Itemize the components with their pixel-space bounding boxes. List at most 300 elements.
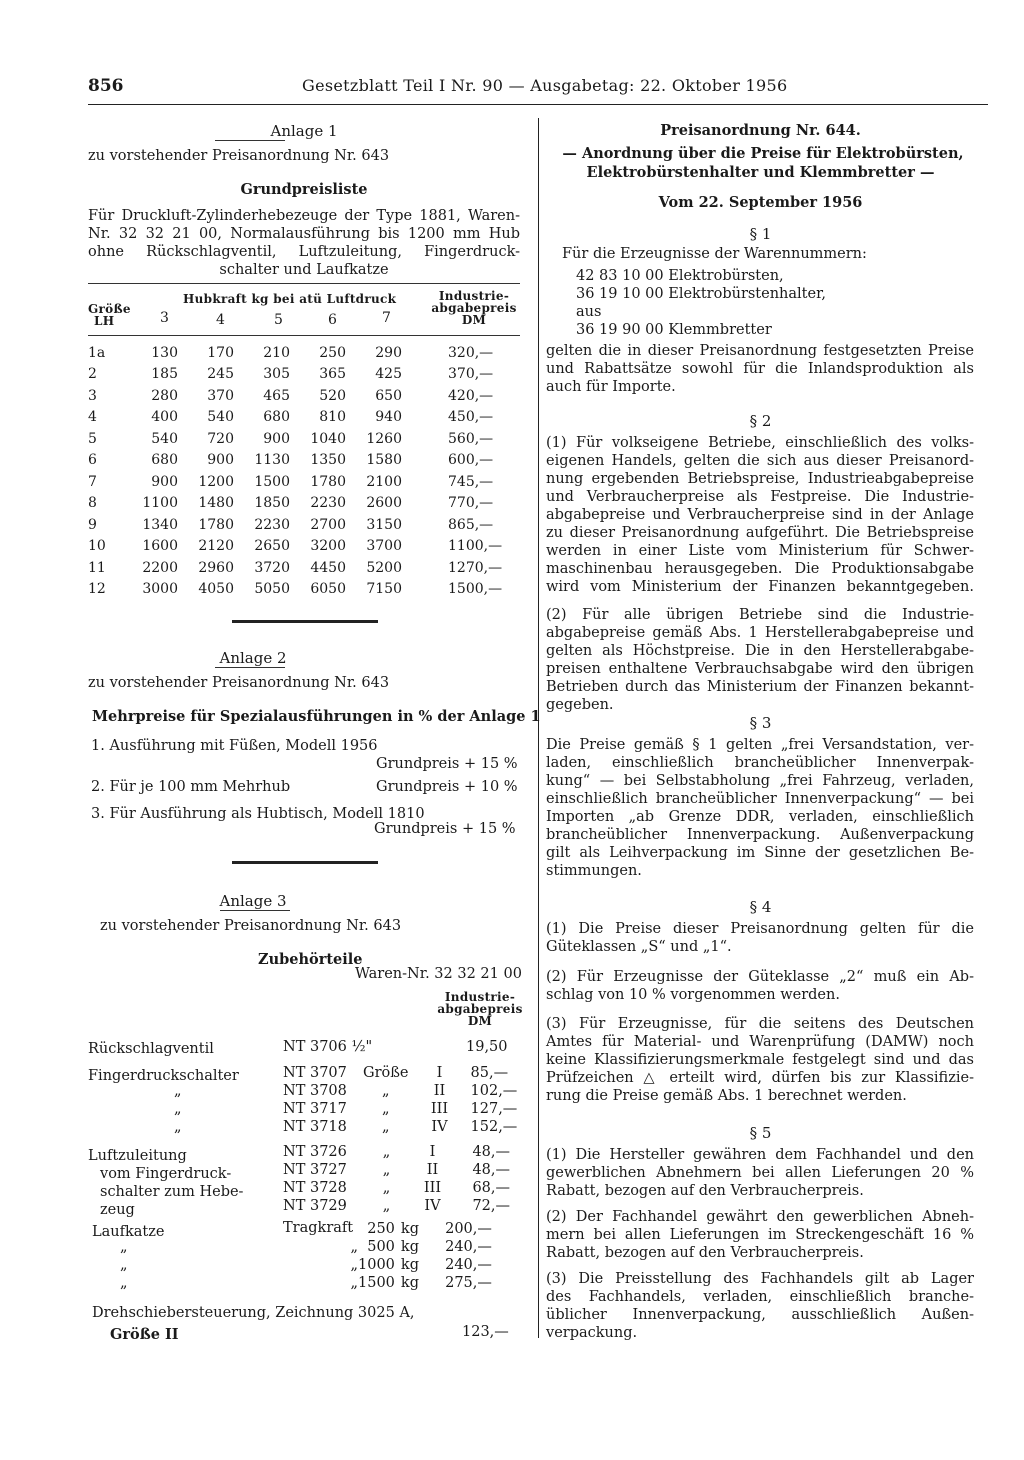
text-line: gelten als Höchstpreise. Die in den Herstellerabgabe- [546, 643, 974, 659]
table-row [88, 342, 520, 364]
anlage2-heading: Mehrpreise für Spezialausführungen in % der Anlage 1 [92, 708, 541, 725]
unit-cell: kg [400, 1221, 419, 1237]
text-line: rung die Preise gemäß Abs. 1 berechnet werden. [546, 1088, 907, 1104]
s4-p3 [546, 1015, 974, 1105]
s1-items [576, 267, 826, 339]
table-row [88, 557, 520, 579]
price-cell: 48,— [472, 1162, 510, 1178]
intro-line: schalter und Laufkatze [219, 262, 389, 278]
section-divider [232, 861, 378, 864]
anlage3-subtitle: zu vorstehender Preisanordnung Nr. 643 [100, 918, 402, 934]
right-title3: Elektrobürstenhalter und Klemmbretter — [586, 164, 935, 181]
page-header [88, 76, 788, 102]
hubkraft-cell: 250 [319, 344, 346, 361]
s2-heading: § 2 [749, 412, 772, 430]
nt-cell: NT 3707 [283, 1065, 347, 1081]
s1-item: aus [576, 304, 602, 320]
s1-text [546, 342, 974, 396]
hubkraft-cell: 1340 [142, 516, 178, 533]
ditto-mark: „ [174, 1101, 182, 1117]
size-cell: 4 [88, 409, 97, 426]
anlage2-item3-price: Grundpreis + 15 % [374, 821, 516, 837]
size-cell: 9 [88, 516, 97, 533]
s1-item: 42 83 10 00 Elektrobürsten, [576, 268, 784, 284]
anlage1-intro [88, 207, 520, 279]
text-line: Rabatt, bezogen auf den Verbraucherpreis. [546, 1245, 864, 1261]
anlage3-heading: Zubehörteile [258, 951, 363, 968]
price-cell: 600,— [448, 452, 494, 469]
text-line: (3) Die Preisstellung des Fachhandels gilt ab Lager [546, 1271, 974, 1287]
size-cell: IV [424, 1198, 441, 1214]
hubkraft-cell: 130 [151, 344, 178, 361]
nt-cell: NT 3708 [283, 1083, 347, 1099]
table-row [88, 428, 520, 450]
nt-cell: NT 3717 [283, 1101, 347, 1117]
hubkraft-cell: 540 [207, 409, 234, 426]
text-line: Die Preise gemäß § 1 gelten „frei Versandstation, ver- [546, 737, 974, 753]
luft-name-line: vom Fingerdruck- [100, 1166, 232, 1182]
unit-cell: kg [400, 1257, 419, 1273]
laufkatze-table [120, 1220, 492, 1292]
col-price-line: Industrie- [444, 990, 516, 1004]
price-table-header [88, 290, 520, 332]
text-line: verpackung. [546, 1325, 638, 1341]
hubkraft-cell: 1350 [310, 452, 346, 469]
anlage2-title-underline [215, 667, 285, 668]
intro-line: ohne Rückschlagventil, Luftzuleitung, Fingerdruck- [88, 244, 520, 260]
text-line: mern bei allen Lieferungen im Streckengeschäft 16 % [546, 1227, 974, 1243]
hubkraft-cell: 940 [375, 409, 402, 426]
pressure-6: 6 [328, 312, 337, 328]
anlage3-waren-nr: Waren-Nr. 32 32 21 00 [355, 966, 522, 982]
anlage2-item1-price: Grundpreis + 15 % [376, 756, 518, 772]
ditto-cell: „ [382, 1180, 391, 1196]
text-line: (2) Für alle übrigen Betriebe sind die Industrie- [546, 607, 974, 623]
size-cell: 7 [88, 473, 97, 490]
hubkraft-cell: 280 [151, 387, 178, 404]
hubkraft-cell: 305 [263, 366, 290, 383]
hubkraft-cell: 680 [151, 452, 178, 469]
s5-p3 [546, 1270, 974, 1342]
right-date: Vom 22. September 1956 [658, 194, 863, 211]
size-cell: 1a [88, 344, 106, 361]
hubkraft-cell: 5050 [254, 581, 290, 598]
size-cell: II [433, 1083, 446, 1099]
col-price-line: DM [461, 313, 487, 327]
nt-cell: NT 3728 [283, 1180, 347, 1196]
intro-line: Für Druckluft-Zylinderhebezeuge der Type 1881, Waren- [88, 208, 520, 224]
hubkraft-cell: 540 [151, 430, 178, 447]
hubkraft-cell: 5200 [366, 559, 402, 576]
hubkraft-cell: 170 [207, 344, 234, 361]
col-price-line: Industrie- [438, 289, 510, 303]
hubkraft-cell: 1130 [254, 452, 290, 469]
anlage2-item3: 3. Für Ausführung als Hubtisch, Modell 1810 [91, 806, 425, 822]
anlage2-item2-price: Grundpreis + 10 % [376, 779, 518, 795]
table-row [150, 1100, 517, 1118]
price-cell: 275,— [445, 1275, 492, 1291]
hubkraft-cell: 1600 [142, 538, 178, 555]
text-line: schlag von 10 % vorgenommen werden. [546, 987, 840, 1003]
text-line: Güteklassen „S“ und „1“. [546, 939, 732, 955]
pressure-7: 7 [382, 310, 391, 326]
price-cell: 745,— [448, 473, 494, 490]
size-cell: 3 [88, 387, 97, 404]
s1-lead: Für die Erzeugnisse der Warennummern: [562, 246, 867, 262]
hubkraft-cell: 465 [263, 387, 290, 404]
s1-item: 36 19 90 00 Klemmbretter [576, 322, 772, 338]
section-divider [232, 620, 378, 623]
ditto-cell: „ [350, 1239, 358, 1255]
right-title2: — Anordnung über die Preise für Elektrobürsten, [562, 145, 964, 162]
text-line: stimmungen. [546, 863, 642, 879]
col-groesse: Größe [88, 302, 131, 316]
hubkraft-cell: 900 [151, 473, 178, 490]
luft-table [283, 1143, 510, 1215]
price-cell: 102,— [470, 1083, 518, 1099]
size-cell: 12 [88, 581, 106, 598]
price-cell: 320,— [448, 344, 494, 361]
price-cell: 240,— [445, 1239, 492, 1255]
table-row [88, 407, 520, 429]
table-row [88, 579, 520, 601]
s3-heading: § 3 [749, 714, 772, 732]
table-row [88, 536, 520, 558]
price-cell: 770,— [448, 495, 494, 512]
text-line: (1) Die Preise dieser Preisanordnung gelten für die [546, 921, 974, 937]
text-line: abgabepreise und Verbraucherpreise sind in der Anlage [546, 507, 974, 523]
price-cell: 1500,— [448, 581, 503, 598]
dreh-line1: Drehschiebersteuerung, Zeichnung 3025 A, [92, 1305, 415, 1321]
ditto-cell: „ [350, 1257, 358, 1273]
unit-cell: kg [400, 1275, 419, 1291]
s5-p2 [546, 1208, 974, 1262]
col-price-line: abgabepreis [431, 301, 517, 315]
price-cell: 48,— [472, 1144, 510, 1160]
anlage3-title-underline [220, 910, 290, 911]
table-row [150, 1064, 517, 1082]
price-table [88, 342, 520, 600]
size-cell: 8 [88, 495, 97, 512]
table-row [88, 514, 520, 536]
table-row [120, 1220, 492, 1238]
ditto-mark: „ [120, 1257, 128, 1273]
table-header-rule [88, 335, 520, 336]
ditto-mark: „ [120, 1275, 128, 1291]
table-row [88, 385, 520, 407]
ditto-cell: „ [382, 1144, 391, 1160]
hubkraft-cell: 900 [207, 452, 234, 469]
text-line: Betrieben durch das Ministerium der Finanzen bekannt- [546, 679, 974, 695]
anlage1-title-underline [215, 140, 285, 141]
text-line: Rabatt, bezogen auf den Verbraucherpreis. [546, 1183, 864, 1199]
hubkraft-cell: 2230 [310, 495, 346, 512]
groesse-cell: „ [382, 1119, 390, 1135]
hubkraft-cell: 810 [319, 409, 346, 426]
size-cell: IV [431, 1119, 448, 1135]
text-line: und Rabattsätze sowohl für die Inlandsproduktion als [546, 361, 974, 377]
price-cell: 240,— [445, 1257, 492, 1273]
text-line: gelten die in dieser Preisanordnung festgesetzten Preise [546, 343, 974, 359]
tragkraft-label: Tragkraft [283, 1220, 354, 1236]
nt-cell: NT 3727 [283, 1162, 347, 1178]
size-cell: 5 [88, 430, 97, 447]
table-row [283, 1197, 510, 1215]
hubkraft-cell: 3200 [310, 538, 346, 555]
text-line: laden, einschließlich brancheüblicher Innenverpak- [546, 755, 974, 771]
table-row [88, 450, 520, 472]
text-line: maschinenbau herausgegeben. Die Produktionsabgabe [546, 561, 974, 577]
load-cell: 1000 [358, 1257, 395, 1273]
text-line: (1) Die Hersteller gewähren dem Fachhandel und den [546, 1147, 974, 1163]
size-cell: I [436, 1065, 443, 1081]
s4-heading: § 4 [749, 898, 772, 916]
table-row [150, 1082, 517, 1100]
text-line: Amtes für Material- und Warenprüfung (DAMW) noch [546, 1034, 974, 1050]
hubkraft-cell: 2200 [142, 559, 178, 576]
text-line: Importen „ab Grenze DDR, verladen, einschließlich [546, 809, 974, 825]
s5-heading: § 5 [749, 1124, 772, 1142]
load-cell: 500 [367, 1239, 395, 1255]
text-line: Prüfzeichen △ erteilt wird, dürfen bis zur Klassifizie- [546, 1070, 974, 1086]
unit-cell: kg [400, 1239, 419, 1255]
hubkraft-cell: 2230 [254, 516, 290, 533]
s4-p1 [546, 920, 974, 956]
anlage2-item2: 2. Für je 100 mm Mehrhub [91, 779, 291, 795]
text-line: (1) Für volkseigene Betriebe, einschließlich des volks- [546, 435, 974, 451]
text-line: des Fachhandels, verladen, einschließlich branche- [546, 1289, 974, 1305]
hubkraft-cell: 245 [207, 366, 234, 383]
luft-name-line: Luftzuleitung [88, 1148, 187, 1164]
text-line: (2) Für Erzeugnisse der Güteklasse „2“ muß ein Ab- [546, 969, 974, 985]
hubkraft-cell: 4450 [310, 559, 346, 576]
nt-cell: NT 3729 [283, 1198, 347, 1214]
hubkraft-cell: 2120 [198, 538, 234, 555]
ditto-cell [313, 1220, 358, 1238]
size-cell: III [430, 1101, 449, 1117]
text-line: wird vom Ministerium der Finanzen bekanntgegeben. [546, 579, 974, 595]
anlage3-title: Anlage 3 [219, 892, 287, 910]
table-row [120, 1274, 492, 1292]
zubehoer-rueckschlag-price: 19,50 [466, 1039, 508, 1055]
ditto-cell: „ [350, 1275, 358, 1291]
size-cell: I [429, 1144, 436, 1160]
s2-p2 [546, 606, 974, 714]
hubkraft-cell: 185 [151, 366, 178, 383]
hubkraft-cell: 370 [207, 387, 234, 404]
table-row [88, 493, 520, 515]
hubkraft-cell: 365 [319, 366, 346, 383]
table-row [88, 364, 520, 386]
hubkraft-cell: 1580 [366, 452, 402, 469]
text-line: (2) Der Fachhandel gewährt den gewerblichen Abneh- [546, 1209, 974, 1225]
size-cell: 2 [88, 366, 97, 383]
table-row [283, 1161, 510, 1179]
nt-cell: NT 3726 [283, 1144, 347, 1160]
zubehoer-rueckschlag-nt: NT 3706 ½" [283, 1039, 373, 1055]
price-cell: 85,— [470, 1065, 509, 1081]
table-row [120, 1256, 492, 1274]
hubkraft-cell: 520 [319, 387, 346, 404]
right-title1: Preisanordnung Nr. 644. [660, 122, 861, 139]
anlage1-title: Anlage 1 [270, 122, 338, 140]
table-row [150, 1118, 517, 1136]
hubkraft-cell: 2650 [254, 538, 290, 555]
intro-line: Nr. 32 32 21 00, Normalausführung bis 1200 mm Hub [88, 226, 520, 242]
hubkraft-cell: 900 [263, 430, 290, 447]
hubkraft-cell: 1100 [142, 495, 178, 512]
text-line: preisen enthaltene Verbrauchsabgabe wird den übrigen [546, 661, 974, 677]
zubehoer-luft-name [88, 1147, 243, 1219]
table-row [88, 471, 520, 493]
hubkraft-cell: 650 [375, 387, 402, 404]
page-number: 856 [88, 76, 124, 96]
hubkraft-cell: 1850 [254, 495, 290, 512]
hubkraft-cell: 680 [263, 409, 290, 426]
col-price-line: abgabepreis [437, 1002, 523, 1016]
size-cell: II [426, 1162, 439, 1178]
hubkraft-cell: 2100 [366, 473, 402, 490]
dreh-line2: Größe II [110, 1326, 179, 1343]
price-cell: 72,— [472, 1198, 510, 1214]
text-line: gilt als Leihverpackung im Sinne der gesetzlichen Be- [546, 845, 974, 861]
groesse-cell: „ [382, 1101, 390, 1117]
price-cell: 152,— [470, 1119, 518, 1135]
hubkraft-cell: 3720 [254, 559, 290, 576]
text-line: abgabepreise gemäß Abs. 1 Herstellerabgabepreise und [546, 625, 974, 641]
price-cell: 865,— [448, 516, 494, 533]
col-price-line: DM [467, 1014, 493, 1028]
table-row [283, 1179, 510, 1197]
price-cell: 560,— [448, 430, 494, 447]
ditto-cell: „ [382, 1198, 391, 1214]
s1-item: 36 19 10 00 Elektrobürstenhalter, [576, 286, 827, 302]
hubkraft-cell: 720 [207, 430, 234, 447]
pressure-5: 5 [274, 312, 283, 328]
table-top-rule [88, 283, 520, 284]
ditto-mark: „ [120, 1239, 128, 1255]
column-divider [538, 118, 539, 1338]
pressure-3: 3 [160, 310, 169, 326]
size-cell: 6 [88, 452, 97, 469]
table-row [120, 1238, 492, 1256]
hubkraft-cell: 7150 [366, 581, 402, 598]
text-line: eigenen Handels, gelten die sich aus dieser Preisanord- [546, 453, 974, 469]
col-lh: LH [94, 314, 115, 328]
size-cell: III [423, 1180, 442, 1196]
s1-heading: § 1 [749, 225, 772, 243]
hubkraft-cell: 1040 [310, 430, 346, 447]
price-cell: 370,— [448, 366, 494, 383]
price-cell: 127,— [470, 1101, 518, 1117]
anlage3-col-price [432, 991, 528, 1027]
text-line: werden in einer Liste vom Ministerium für Schwer- [546, 543, 974, 559]
s5-p1 [546, 1146, 974, 1200]
text-line: (3) Für Erzeugnisse, für die seitens des Deutschen [546, 1016, 974, 1032]
hubkraft-cell: 3700 [366, 538, 402, 555]
ditto-mark: „ [174, 1083, 182, 1099]
zubehoer-laufkatze-name: Laufkatze [92, 1224, 165, 1240]
luft-name-line: schalter zum Hebe- [100, 1184, 244, 1200]
anlage2-title: Anlage 2 [219, 649, 287, 667]
ditto-mark [150, 1064, 283, 1082]
text-line: einschließlich brancheüblicher Innenverpackung“ — bei [546, 791, 974, 807]
nt-cell: NT 3718 [283, 1119, 347, 1135]
col-hubkraft: Hubkraft kg bei atü Luftdruck [183, 292, 397, 306]
text-line: üblicher Innenverpackung, ausschließlich Außen- [546, 1307, 974, 1323]
hubkraft-cell: 3000 [142, 581, 178, 598]
price-cell: 1270,— [448, 559, 503, 576]
groesse-cell: Größe [363, 1065, 409, 1081]
hubkraft-cell: 2960 [198, 559, 234, 576]
hubkraft-cell: 290 [375, 344, 402, 361]
hubkraft-cell: 425 [375, 366, 402, 383]
luft-name-line: zeug [100, 1202, 135, 1218]
text-line: keine Klassifizierungsmerkmale festgelegt sind und das [546, 1052, 974, 1068]
hubkraft-cell: 6050 [310, 581, 346, 598]
groesse-cell: „ [382, 1083, 390, 1099]
text-line: und Verbraucherpreise als Festpreise. Die Industrie- [546, 489, 974, 505]
s4-p2 [546, 968, 974, 1004]
text-line: zu dieser Preisanordnung aufgeführt. Die Betriebspreise [546, 525, 974, 541]
ditto-mark [120, 1220, 313, 1238]
text-line: nung ergebenden Betriebspreise, Industrieabgabepreise [546, 471, 974, 487]
price-cell: 1100,— [448, 538, 503, 555]
text-line: gegeben. [546, 697, 614, 713]
hubkraft-cell: 1480 [198, 495, 234, 512]
anlage1-heading: Grundpreisliste [240, 181, 368, 198]
hubkraft-cell: 400 [151, 409, 178, 426]
zubehoer-finger-name: Fingerdruckschalter [88, 1068, 239, 1084]
dreh-price: 123,— [462, 1324, 509, 1340]
size-cell: 10 [88, 538, 106, 555]
header-divider [88, 104, 988, 105]
hubkraft-cell: 2700 [310, 516, 346, 533]
price-cell: 68,— [472, 1180, 510, 1196]
hubkraft-cell: 1260 [366, 430, 402, 447]
s2-p1 [546, 434, 974, 596]
hubkraft-cell: 1780 [198, 516, 234, 533]
ditto-mark: „ [174, 1119, 182, 1135]
anlage2-subtitle: zu vorstehender Preisanordnung Nr. 643 [88, 675, 390, 691]
ditto-cell: „ [382, 1162, 391, 1178]
page-header-title: Gesetzblatt Teil I Nr. 90 — Ausgabetag: 22. Oktober 1956 [302, 76, 788, 95]
anlage2-item1: 1. Ausführung mit Füßen, Modell 1956 [91, 738, 378, 754]
text-line: kung“ — bei Selbstabholung „frei Fahrzeug, verladen, [546, 773, 974, 789]
text-line: brancheüblicher Innenverpackung. Außenverpackung [546, 827, 974, 843]
hubkraft-cell: 2600 [366, 495, 402, 512]
text-line: auch für Importe. [546, 379, 676, 395]
text-line: gewerblichen Abnehmern bei allen Lieferungen 20 % [546, 1165, 974, 1181]
hubkraft-cell: 1200 [198, 473, 234, 490]
load-cell: 250 [367, 1221, 395, 1237]
load-cell: 1500 [358, 1275, 395, 1291]
price-cell: 420,— [448, 387, 494, 404]
pressure-4: 4 [216, 312, 225, 328]
price-cell: 450,— [448, 409, 494, 426]
hubkraft-cell: 3150 [366, 516, 402, 533]
hubkraft-cell: 4050 [198, 581, 234, 598]
hubkraft-cell: 1500 [254, 473, 290, 490]
price-cell: 200,— [445, 1221, 492, 1237]
table-row [283, 1143, 510, 1161]
hubkraft-cell: 1780 [310, 473, 346, 490]
finger-table [150, 1064, 517, 1136]
hubkraft-cell: 210 [263, 344, 290, 361]
size-cell: 11 [88, 559, 106, 576]
zubehoer-rueckschlag-name: Rückschlagventil [88, 1041, 214, 1057]
anlage1-subtitle: zu vorstehender Preisanordnung Nr. 643 [88, 148, 390, 164]
